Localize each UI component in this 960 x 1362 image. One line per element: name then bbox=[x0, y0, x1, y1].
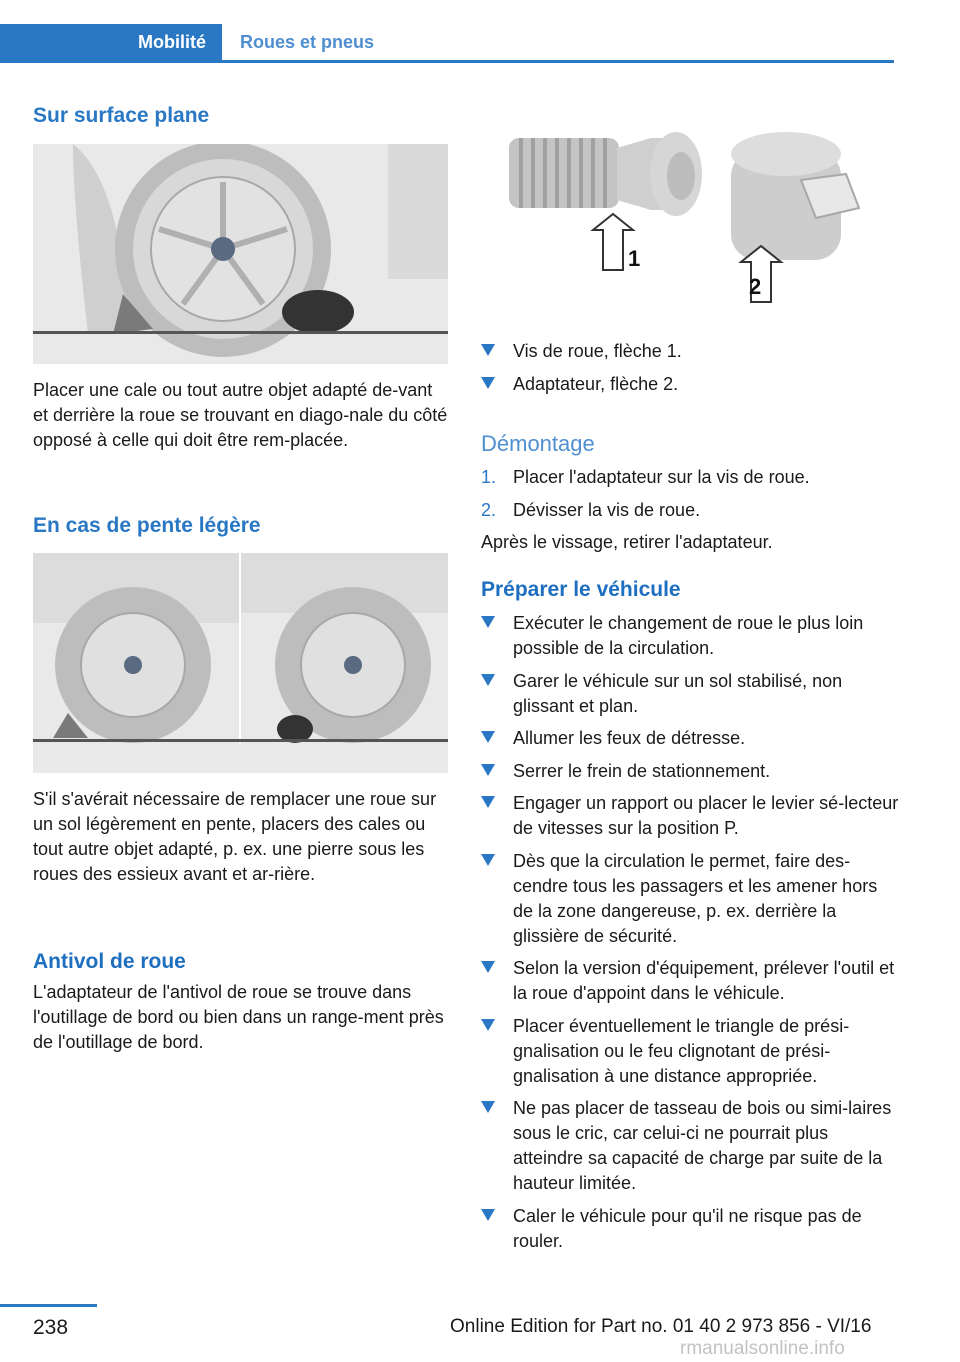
arrow-1-icon bbox=[593, 214, 633, 270]
arrow-label-2: 2 bbox=[749, 274, 762, 299]
edition-info: Online Edition for Part no. 01 40 2 973 856 - VI/16 bbox=[450, 1316, 872, 1337]
list-item: Adaptateur, flèche 2. bbox=[481, 372, 901, 397]
triangle-bullet-icon bbox=[481, 344, 495, 356]
figure-legend-list bbox=[481, 339, 901, 404]
triangle-bullet-icon bbox=[481, 731, 495, 743]
triangle-bullet-icon bbox=[481, 674, 495, 686]
heading-slope: En cas de pente légère bbox=[33, 514, 261, 537]
tab-mobilite[interactable]: Mobilité bbox=[0, 24, 222, 60]
prepare-vehicle-list bbox=[481, 611, 899, 1261]
list-item: Garer le véhicule sur un sol stabilisé, non glissant et plan. bbox=[481, 669, 899, 719]
figure-bolt-adapter bbox=[481, 110, 896, 320]
heading-flat-surface: Sur surface plane bbox=[33, 104, 210, 127]
list-item: Placer éventuellement le triangle de prési-gnalisation ou le feu clignotant de prési-gnalisation à une distance appropriée. bbox=[481, 1014, 899, 1089]
triangle-bullet-icon bbox=[481, 961, 495, 973]
after-removal-text: Après le vissage, retirer l'adaptateur. bbox=[481, 532, 773, 552]
list-item: 2. Dévisser la vis de roue. bbox=[481, 499, 701, 520]
list-item: Engager un rapport ou placer le levier sé-lecteur de vitesses sur la position P. bbox=[481, 791, 899, 841]
list-item: Vis de roue, flèche 1. bbox=[481, 339, 901, 364]
footer-divider bbox=[0, 1304, 97, 1307]
heading-prepare-vehicle: Préparer le véhicule bbox=[481, 578, 681, 601]
header-divider bbox=[0, 60, 894, 63]
page-number: 238 bbox=[33, 1316, 69, 1339]
list-item: Exécuter le changement de roue le plus loin possible de la circulation. bbox=[481, 611, 899, 661]
triangle-bullet-icon bbox=[481, 854, 495, 866]
triangle-bullet-icon bbox=[481, 1209, 495, 1221]
heading-removal: Démontage bbox=[481, 431, 595, 456]
paragraph-slope: S'il s'avérait nécessaire de remplacer une roue sur un sol légèrement en pente, placers des cales ou tout autre objet adapté, p. ex. une pierre sous les roues des essieux avant et ar-rière. bbox=[33, 789, 437, 884]
arrow-label-1: 1 bbox=[628, 246, 641, 271]
header-tabs bbox=[0, 24, 894, 62]
triangle-bullet-icon bbox=[481, 616, 495, 628]
figure-flat-surface bbox=[33, 144, 448, 364]
list-item: Serrer le frein de stationnement. bbox=[481, 759, 899, 784]
list-item: Caler le véhicule pour qu'il ne risque pas de rouler. bbox=[481, 1204, 899, 1254]
triangle-bullet-icon bbox=[481, 796, 495, 808]
triangle-bullet-icon bbox=[481, 377, 495, 389]
triangle-bullet-icon bbox=[481, 1101, 495, 1113]
heading-wheel-lock: Antivol de roue bbox=[33, 950, 186, 973]
triangle-bullet-icon bbox=[481, 764, 495, 776]
triangle-bullet-icon bbox=[481, 1019, 495, 1031]
removal-steps bbox=[481, 465, 901, 530]
list-item: Selon la version d'équipement, prélever l'outil et la roue d'appoint dans le véhicule. bbox=[481, 956, 899, 1006]
list-item: Allumer les feux de détresse. bbox=[481, 726, 899, 751]
figure-slope bbox=[33, 553, 448, 773]
tab-roues-et-pneus[interactable]: Roues et pneus bbox=[240, 31, 375, 52]
list-item: 1. Placer l'adaptateur sur la vis de roue. bbox=[481, 467, 810, 487]
list-item: Dès que la circulation le permet, faire des-cendre tous les passagers et les amener hors de la zone dangereuse, p. ex. derrière la glissière de sécurité. bbox=[481, 849, 899, 949]
list-item: Ne pas placer de tasseau de bois ou simi-laires sous le cric, car celui-ci ne pourrait plus atteindre sa capacité de charge par suite de la hauteur limitée. bbox=[481, 1096, 899, 1196]
watermark: rmanualsonline.info bbox=[680, 1338, 845, 1359]
paragraph-flat-surface: Placer une cale ou tout autre objet adapté de-vant et derrière la roue se trouvant en diago-nale du côté opposé à celle qui doit être rem-placée. bbox=[33, 380, 448, 450]
paragraph-wheel-lock: L'adaptateur de l'antivol de roue se trouve dans l'outillage de bord ou bien dans un range-ment près de l'outillage de bord. bbox=[33, 982, 444, 1052]
